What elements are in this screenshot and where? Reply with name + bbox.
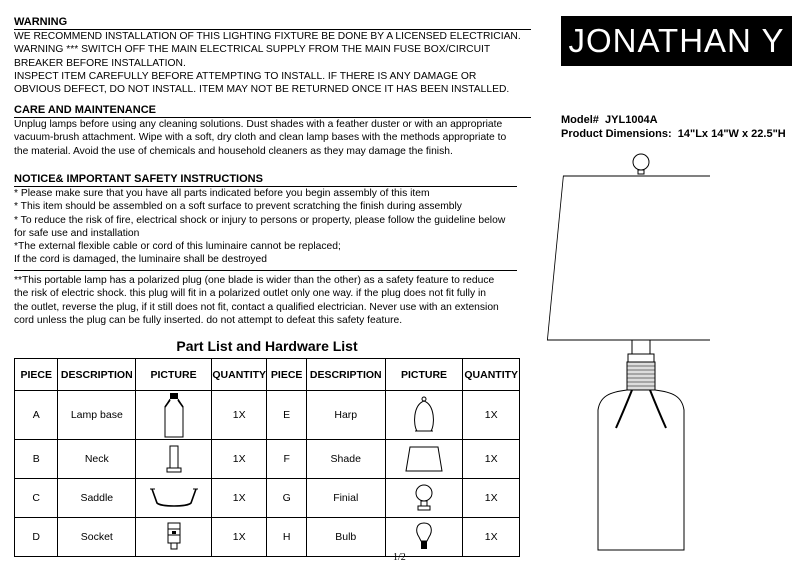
picture-cell	[136, 391, 212, 440]
warning-line: BREAKER BEFORE INSTALLATION.	[14, 57, 186, 69]
piece-cell: B	[15, 440, 58, 479]
description-cell: Harp	[306, 391, 385, 440]
description-cell: Socket	[58, 518, 136, 557]
care-line: Unplug lamps before using any cleaning solutions. Dust shades with a feather duster or with an appropriate	[14, 119, 503, 130]
lamp-base-drawing	[598, 390, 684, 550]
col-header: PIECE	[267, 359, 306, 391]
picture-cell	[385, 391, 463, 440]
care-heading: CARE AND MAINTENANCE	[14, 104, 156, 116]
col-header: QUANTITY	[463, 359, 520, 391]
quantity-cell: 1X	[211, 518, 267, 557]
lamp-illustration	[520, 148, 710, 558]
parts-header-row	[15, 359, 520, 391]
care-line: the material. Avoid the use of chemicals and household cleaners as they may damage the finish.	[14, 145, 453, 157]
notice-line: *The external flexible cable or cord of this luminaire cannot be replaced;	[14, 241, 341, 253]
quantity-cell: 1X	[463, 440, 520, 479]
page-number: 1/2	[393, 552, 406, 563]
warning-line: OBVIOUS DEFECT, DO NOT INSTALL. ITEM MAY NOT BE RETURNED ONCE IT HAS BEEN INSTALLED.	[14, 84, 510, 96]
dims-value: 14"Lx 14"W x 22.5"H	[677, 128, 786, 140]
shade-drawing	[547, 176, 710, 340]
plug-text	[14, 274, 499, 327]
table-row	[15, 479, 520, 518]
shade-icon	[404, 444, 444, 474]
product-dimensions	[561, 128, 786, 140]
quantity-cell: 1X	[463, 479, 520, 518]
description-cell: Lamp base	[58, 391, 136, 440]
saddle-icon	[149, 485, 199, 511]
piece-cell: A	[15, 391, 58, 440]
piece-cell: C	[15, 479, 58, 518]
notice-line: * To reduce the risk of fire, electrical shock or injury to persons or property, please follow the guideline below	[14, 214, 506, 226]
dims-label: Product Dimensions:	[561, 128, 672, 140]
quantity-cell: 1X	[211, 391, 267, 440]
col-header: PIECE	[15, 359, 58, 391]
table-row	[15, 391, 520, 440]
lamp-base-icon	[157, 391, 191, 439]
harp-icon	[409, 395, 439, 435]
warning-line: WARNING *** SWITCH OFF THE MAIN ELECTRICAL SUPPLY FROM THE MAIN FUSE BOX/CIRCUIT	[14, 44, 491, 56]
finial-drawing	[633, 154, 649, 170]
notice-line: * Please make sure that you have all parts indicated before you begin assembly of this item	[14, 188, 430, 199]
notice-heading: NOTICE& IMPORTANT SAFETY INSTRUCTIONS	[14, 173, 263, 185]
description-cell: Finial	[306, 479, 385, 518]
care-line: vacuum-brush attachment. Wipe with a soft, dry cloth and clean lamp bases with the methods appropriate to	[14, 132, 507, 144]
picture-cell	[385, 479, 463, 518]
picture-cell	[136, 479, 212, 518]
col-header: PICTURE	[136, 359, 212, 391]
picture-cell	[385, 440, 463, 479]
notice-line: If the cord is damaged, the luminaire shall be destroyed	[14, 254, 267, 266]
table-row	[15, 440, 520, 479]
notice-line: * This item should be assembled on a soft surface to prevent scratching the finish during assembly	[14, 201, 462, 213]
warning-heading: WARNING	[14, 16, 68, 28]
piece-cell: E	[267, 391, 306, 440]
socket-icon	[164, 521, 184, 553]
col-header: QUANTITY	[211, 359, 267, 391]
picture-cell	[385, 518, 463, 557]
piece-cell: H	[267, 518, 306, 557]
model-label: Model#	[561, 114, 599, 126]
quantity-cell: 1X	[463, 391, 520, 440]
quantity-cell: 1X	[211, 479, 267, 518]
quantity-cell: 1X	[463, 518, 520, 557]
quantity-cell: 1X	[211, 440, 267, 479]
col-header: PICTURE	[385, 359, 463, 391]
col-header: DESCRIPTION	[58, 359, 136, 391]
model-number	[561, 114, 658, 126]
finial-icon	[412, 482, 436, 514]
warning-line: WE RECOMMEND INSTALLATION OF THIS LIGHTING FIXTURE BE DONE BY A LICENSED ELECTRICIAN.	[14, 31, 521, 42]
picture-cell	[136, 518, 212, 557]
brand-logo: JONATHAN Y	[561, 16, 792, 66]
plug-rule	[14, 270, 517, 271]
plug-line: cord unless the plug can be fully inserted. do not attempt to defeat this safety feature.	[14, 314, 403, 326]
notice-line: for safe use and installation	[14, 227, 140, 239]
neck-icon	[164, 444, 184, 474]
description-cell: Neck	[58, 440, 136, 479]
description-cell: Shade	[306, 440, 385, 479]
parts-table	[14, 358, 520, 557]
piece-cell: D	[15, 518, 58, 557]
piece-cell: F	[267, 440, 306, 479]
table-row	[15, 518, 520, 557]
neck-drawing	[632, 340, 650, 354]
parts-title: Part List and Hardware List	[176, 338, 358, 354]
plug-line: the outlet, reverse the plug, if it still does not fit, contact a qualified electrician. Never use with an extension	[14, 301, 499, 313]
notice-text	[14, 187, 505, 267]
col-header: DESCRIPTION	[306, 359, 385, 391]
bulb-icon	[413, 521, 435, 553]
plug-line: **This portable lamp has a polarized plug (one blade is wider than the other) as a safety feature to reduce	[14, 275, 495, 286]
model-value: JYL1004A	[605, 114, 658, 126]
warning-line: INSPECT ITEM CAREFULLY BEFORE ATTEMPTING TO INSTALL. IF THERE IS ANY DAMAGE OR	[14, 70, 477, 82]
picture-cell	[136, 440, 212, 479]
plug-line: the risk of electric shock. this plug will fit in a polarized outlet only one way. if the plug does not fit fully in	[14, 288, 486, 300]
description-cell: Bulb	[306, 518, 385, 557]
description-cell: Saddle	[58, 479, 136, 518]
piece-cell: G	[267, 479, 306, 518]
warning-text	[14, 30, 521, 96]
care-text	[14, 118, 506, 158]
